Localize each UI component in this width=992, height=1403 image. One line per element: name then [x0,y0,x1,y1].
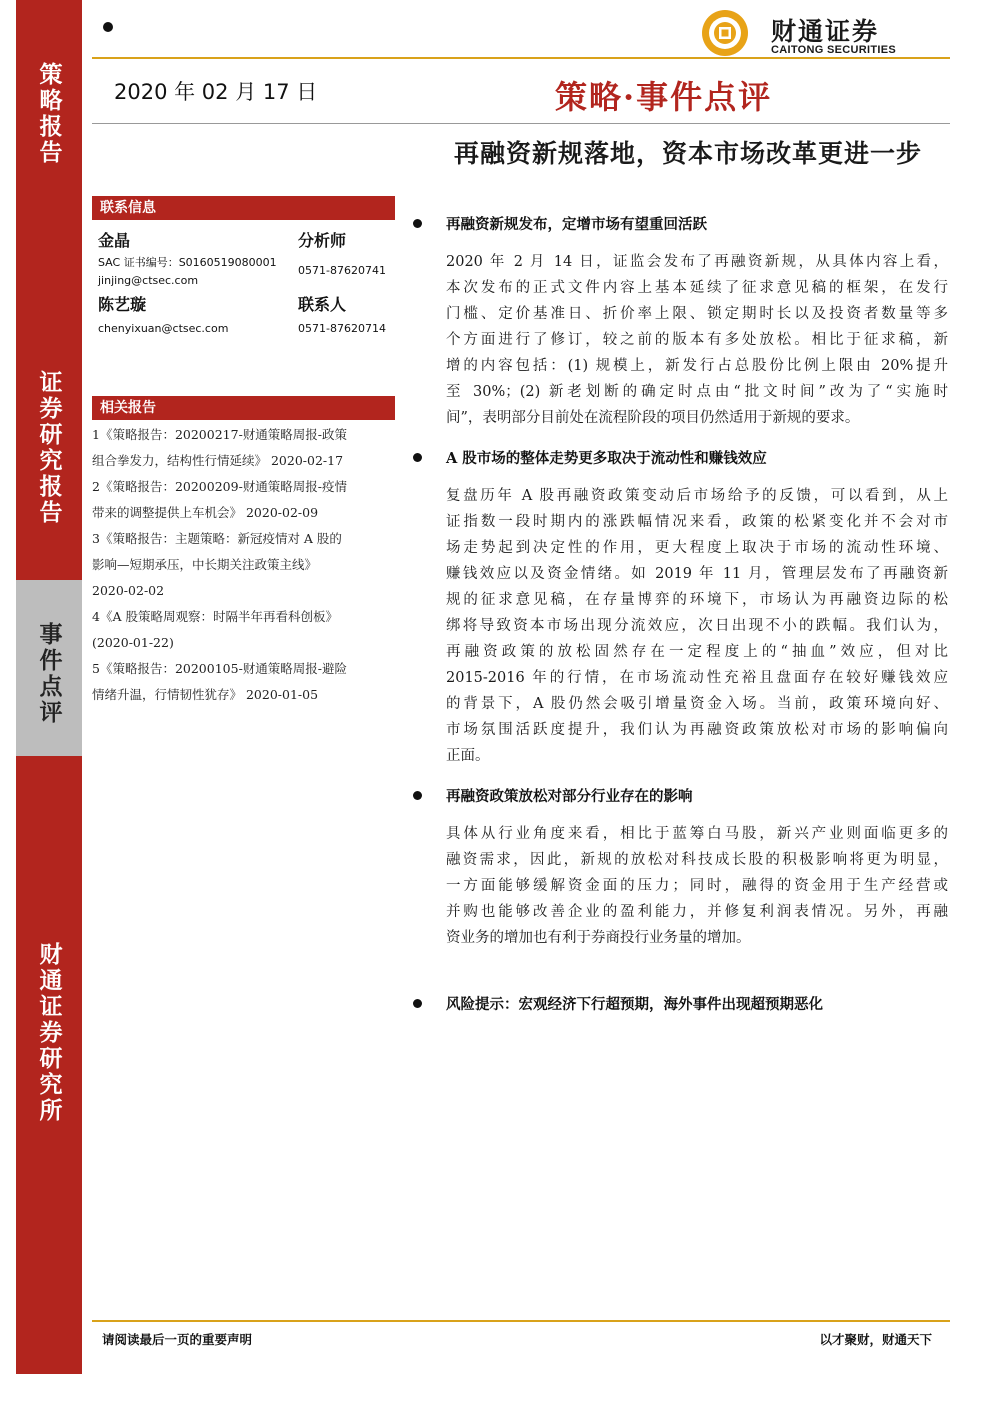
logo-chinese-name: 财通证券 [771,17,880,46]
related-report-line[interactable]: 情绪升温，行情韧性犹存》 2020-01-05 [92,687,319,702]
related-report-line[interactable]: 带来的调整提供上车机会》 2020-02-09 [92,505,319,520]
body-line: 2020 年 2 月 14 日，证监会发布了再融资新规，从具体内容上看， [446,254,948,270]
related-reports-heading: 相关报告 [92,396,395,420]
footer-disclaimer-note: 请阅读最后一页的重要声明 [102,1332,253,1347]
section-2-heading-row [410,447,767,468]
contact-name: 陈艺璇 [98,295,147,314]
body-line: 至 30%；(2) 新老划断的确定时点由“批文时间”改为了“实施时 [446,384,948,400]
page-title: 再融资新规落地，资本市场改革更进一步 [453,139,922,168]
body-line: 融资需求，因此，新规的放松对科技成长股的积极影响将更为明显， [446,852,948,868]
header-divider [92,57,950,59]
coin-logo-icon [695,8,755,58]
logo-english-name: CAITONG SECURITIES [771,44,896,56]
sidebar-research-report [16,370,82,580]
footer-divider [92,1320,950,1322]
analyst-sac-number: SAC 证书编号：S0160519080001 [98,256,277,269]
related-report-line[interactable]: 4《A 股策略周观察：时隔半年再看科创板》 [92,609,338,624]
section-3-heading: 再融资政策放松对部分行业存在的影响 [446,788,693,805]
analyst-phone: 0571-87620741 [298,264,386,277]
contact-heading: 联系信息 [92,196,395,220]
analyst-email[interactable]: jinjing@ctsec.com [98,274,199,287]
bullet-icon [413,999,422,1008]
related-report-line[interactable]: 组合拳发力，结构性行情延续》 2020-02-17 [92,453,344,468]
body-line: 具体从行业角度来看，相比于蓝筹白马股，新兴产业则面临更多的 [446,826,948,842]
body-line: 再融资政策的放松固然存在一定程度上的“抽血”效应，但对比 [446,644,948,660]
related-reports-list [92,422,395,708]
title-divider [92,123,950,124]
related-report-line[interactable]: (2020-01-22) [92,635,174,650]
contact-phone: 0571-87620714 [298,322,386,335]
report-date: 2020 年 02 月 17 日 [114,80,318,104]
related-report-line[interactable]: 3《策略报告：主题策略：新冠疫情对 A 股的 [92,531,342,546]
bullet-icon [413,791,422,800]
section-2-body [446,483,948,769]
body-line: 复盘历年 A 股再融资政策变动后市场给予的反馈，可以看到，从上 [446,488,948,504]
section-3-heading-row [410,785,693,806]
section-1-body [446,249,948,431]
related-report-line[interactable]: 2《策略报告：20200209-财通策略周报-疫情 [92,479,348,494]
body-line: 个方面进行了修订，较之前的版本有多处放松。相比于征求稿，新 [446,332,948,348]
related-report-line[interactable]: 5《策略报告：20200105-财通策略周报-避险 [92,661,348,676]
body-line: 间”，表明部分目前处在流程阶段的项目仍然适用于新规的要求。 [446,410,860,426]
body-line: 绑将导致资本市场出现分流效应，次日出现不小的跌幅。我们认为， [446,618,948,634]
body-line: 本次发布的正式文件内容上基本延续了征求意见稿的框架，在发行 [446,280,948,296]
header-dot [103,22,113,32]
body-line: 的背景下，A 股仍然会吸引增量资金入场。当前，政策环境向好、 [446,696,948,712]
body-line: 市场氛围活跃度提升，我们认为再融资政策放松对市场的影响偏向 [446,722,948,738]
contact-email[interactable]: chenyixuan@ctsec.com [98,322,229,335]
analyst-label: 分析师 [298,231,347,250]
related-report-line[interactable]: 1《策略报告：20200217-财通策略周报-政策 [92,427,348,442]
related-report-line[interactable]: 影响—短期承压，中长期关注政策主线》 [92,557,318,572]
company-logo [693,6,943,60]
sidebar-research-report-label: 证券研究报告 [35,370,63,526]
analyst-name: 金晶 [98,231,131,250]
contact-label: 联系人 [298,295,347,314]
risk-warning: 风险提示：宏观经济下行超预期，海外事件出现超预期恶化 [446,996,823,1013]
bullet-icon [413,219,422,228]
body-line: 增的内容包括：(1) 规模上，新发行占总股份比例上限由 20%提升 [446,358,948,374]
sidebar-event-review-label: 事件点评 [35,622,63,726]
sidebar-report-type [16,0,82,370]
body-line: 2015-2016 年的行情，在市场流动性充裕且盘面存在较好赚钱效应 [446,670,948,686]
section-2-heading: A 股市场的整体走势更多取决于流动性和赚钱效应 [446,450,767,467]
related-report-line[interactable]: 2020-02-02 [92,583,165,598]
section-1-heading-row [410,213,707,234]
footer-slogan: 以才聚财，财通天下 [819,1332,932,1347]
related-reports-section [92,396,395,702]
sidebar-event-review [16,580,82,756]
section-1-heading: 再融资新规发布，定增市场有望重回活跃 [446,216,707,233]
sidebar-institute-label: 财通证券研究所 [35,942,63,1124]
sidebar-institute [16,756,82,1374]
body-line: 一方面能够缓解资金面的压力；同时，融得的资金用于生产经营或 [446,878,948,894]
body-line: 赚钱效应以及资金情绪。如 2019 年 11 月，管理层发布了再融资新 [446,566,948,582]
body-line: 资业务的增加也有利于券商投行业务量的增加。 [446,930,751,946]
contact-section [92,196,395,335]
body-line: 并购也能够改善企业的盈利能力，并修复利润表情况。另外，再融 [446,904,948,920]
report-category: 策略·事件点评 [555,78,773,116]
left-sidebar [16,0,82,1374]
body-line: 门槛、定价基准日、折价率上限、锁定期时长以及投资者数量等多 [446,306,948,322]
bullet-icon [413,453,422,462]
body-line: 正面。 [446,748,490,764]
risk-heading-row [410,993,823,1014]
body-line: 证指数一段时期内的涨跌幅情况来看，政策的松紧变化并不会对市 [446,514,948,530]
body-line: 规的征求意见稿，在存量博弈的环境下，市场认为再融资边际的松 [446,592,948,608]
section-3-body [446,821,948,951]
sidebar-report-type-label: 策略报告 [35,62,63,166]
body-line: 场走势起到决定性的作用，更大程度上取决于市场的流动性环境、 [446,540,948,556]
